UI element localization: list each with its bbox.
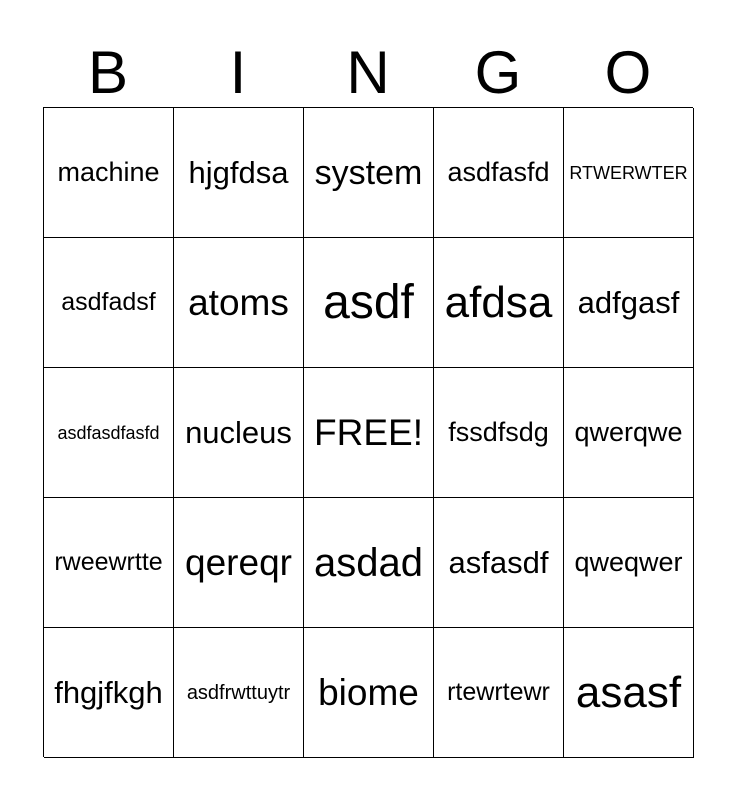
- bingo-cell: rweewrtte: [44, 498, 174, 628]
- bingo-cell: asdfrwttuytr: [174, 628, 304, 758]
- bingo-cell: qwerqwe: [564, 368, 694, 498]
- bingo-cell: atoms: [174, 238, 304, 368]
- bingo-cell: afdsa: [434, 238, 564, 368]
- bingo-cell: asdad: [304, 498, 434, 628]
- free-space: FREE!: [304, 368, 434, 498]
- bingo-cell: machine: [44, 108, 174, 238]
- bingo-cell: asdf: [304, 238, 434, 368]
- bingo-cell: asfasdf: [434, 498, 564, 628]
- bingo-cell: nucleus: [174, 368, 304, 498]
- bingo-board: [43, 107, 693, 757]
- bingo-cell: asdfasdfasfd: [44, 368, 174, 498]
- bingo-cell: system: [304, 108, 434, 238]
- bingo-cell: fhgjfkgh: [44, 628, 174, 758]
- header-letter-n: N: [346, 39, 390, 106]
- bingo-cell: qweqwer: [564, 498, 694, 628]
- header-letter-b: B: [87, 39, 129, 106]
- bingo-cell: hjgfdsa: [174, 108, 304, 238]
- bingo-cell: asdfadsf: [44, 238, 174, 368]
- bingo-cell: RTWERWTER: [564, 108, 694, 238]
- bingo-cell: asdfasfd: [434, 108, 564, 238]
- header-letter-i: I: [229, 39, 247, 106]
- bingo-cell: qereqr: [174, 498, 304, 628]
- bingo-cell: biome: [304, 628, 434, 758]
- bingo-cell: rtewrtewr: [434, 628, 564, 758]
- bingo-cell: adfgasf: [564, 238, 694, 368]
- bingo-cell: asasf: [564, 628, 694, 758]
- header-letter-g: G: [474, 39, 522, 106]
- bingo-cell: fssdfsdg: [434, 368, 564, 498]
- header-letter-o: O: [604, 39, 652, 106]
- bingo-header: [43, 40, 693, 106]
